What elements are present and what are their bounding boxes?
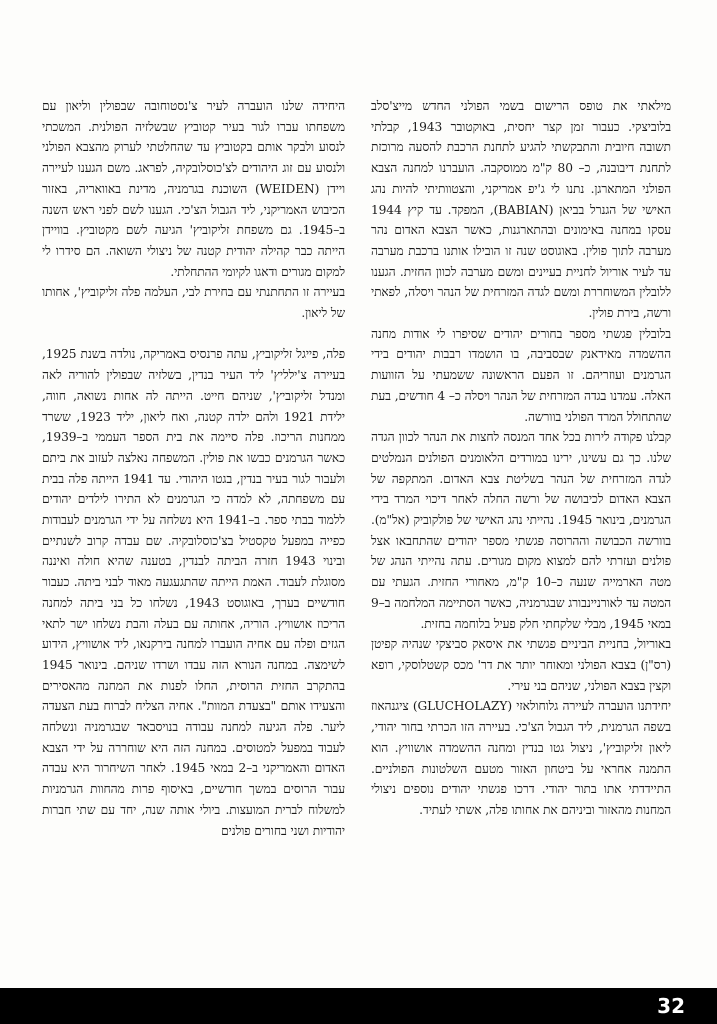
left-text-column bbox=[42, 96, 345, 841]
footer-bar bbox=[0, 988, 717, 1024]
paragraph-lublin: בלובלין פגשתי מספר בחורים יהודים שסיפרו לי אודות מחנה ההשמדה מאידאנק שבסביבה, בו הושמדו רבבות יהודים בידי הגרמנים ועוזריהם. זו הפעם הראשונה ששמעתי על הזוועות האלה. עמדנו בגדה המזרחית של הנהר ויסלה כ– 4 חודשים, בעת שהתחולל המרד הפולני בוורשה. bbox=[371, 326, 671, 424]
paragraph-warsaw-uprising: קבלנו פקודה לירות בכל אחד המנסה לחצות את הנהר לכוון הגדה שלנו. כך גם עשינו, ירינו במורדים הלאומנים הפולנים הנמלטים לגדה המזרחית של הנהר בשליטת צבא האדום. המתקפה של הצבא האדום לכיבושה של ורשה החלה לאחר דיכוי המרד בידי הגרמנים, בינואר 1945. נהייתי נהג האישי של פולקוביק (אל"מ). בוורשה הכבושה וההרוסה פגשתי מספר יהודים שהתחבאו אצל פולנים ועזרתי להם למצוא מקום מגורים. עתה נהייתי הנהג של מטה הארמייה שנעה כ–10 ק"מ, מאחורי החזית. הגעתי עם המטה עד לאורניינבורג שבגרמניה, כאשר הסתיימה המלחמה ב–9 במאי 1945, מבלי שלקחתי חלק פעיל בלוחמה בחזית. bbox=[371, 430, 671, 631]
paragraph-registration: מילאתי את טופס הרישום בשמי הפולני החדש מייצ'סלב בלוביצקי. כעבור זמן קצר יחסית, באוקטובר 1943, קבלתי תשובה חיובית והתבקשתי להגיע לתחנת הרכבת להסעה מרוכזת לתחנת דיבובנה, כ– 80 ק"מ ממוסקבה. הועברנו למחנה הצבא הפולני המתארגן. נתנו לי ג'יפ אמריקני, והצטוותיתי להיות נהג האישי של הגנרל בביאן (BABIAN), המפקד. עד קיץ 1944 עסקו במחנה באימונים ובהתארגנות, כאשר הצבא האדום נהר מערבה לתוך פולין. באוגוסט שנה זו הובילו אותנו ברכבת מערבה עד לעיר אוריול לחניית בעיינים ומשם מערבה לכוון החזית. הגענו ללובלין המשוחררת ומשם לגדה המזרחית של הנהר ויסלה, לפאתי ורשה, בירת פולין. bbox=[371, 99, 671, 321]
paragraph-oriol: באוריול, בחניית הביניים פגשתי את איסאק סביצקי שנהיה קפיטן (רס"ן) בצבא הפולני ומאוחר יותר את דר' מכס קשטלוסקי, רופא וקצין בצבא הפולני, שניהם בני עירי. bbox=[371, 637, 671, 693]
right-text-column bbox=[371, 96, 671, 821]
paragraph-fela-biography: פלה, פייגל זליקוביץ, עתה פרנסיס באמריקה, נולדה בשנת 1925, בעיירה צ'ילליץ' ליד העיר בנדין, בשלזיה שבפולין להוריה לאה ומנדל זליקוביץ', שניהם חייט. הייתה לה אחות נשואה, חווה, ילידת 1921 ולהם ילדה קטנה, ואח ליאון, יליד 1923, ששרד ממחנות הריכוז. פלה סיימה את בית הספר העממי ב–1939, כאשר הגרמנים כבשו את פולין. המשפחה נאלצה לעזוב את ביתם ולעבור לגור בעיר בנדין, בגטו היהודי. עד 1941 הייתה פלה בבית עם משפחתה, לא למדה כי הגרמנים לא התירו לילדים יהודים ללמוד בבתי ספר. ב–1941 היא נשלחה על ידי הגרמנים לעבודות כפייה במפעל טקסטיל בצ'כוסלובקיה. שם עבדה קרוב לשנתיים ובינוי 1943 חזרה הביתה לבנדין, בטענה שהיא חולה ואיננה מסוגלת לעבוד. האמת הייתה שהתגעגעה מאוד לבני ביתה. כעבור חודשיים בערך, באוגוסט 1943, נשלחו כל בני ביתה למחנה הריכוז אושוויץ. הוריה, אחותה עם בעלה והבת נשלחו ישר לתאי הגזים ופלה עם אחיה הועברו למחנה בירקנאו, ליד אושוויץ, הידוע לשימצה. במחנה הנורא הזה עבדו ושרדו שניהם. בינואר 1945 בהתקרב החזית הרוסית, החלו לפנות את המחנה מהאסירים והצעידו אותם "בצעדת המוות". אחיה הצליח לברוח בעת הצעדה ליער. פלה הגיעה למחנה עבודה בנויסבאד שבגרמניה ונשלחה לעבוד במפעל למטוסים. במחנה הזה היא שוחררה על ידי הצבא האדום והאמריקני ב–2 במאי 1945. לאחר השיחרור היא עבדה עבור הרוסים במשך חודשיים, באיסוף פרות מהחוות הגרמניות למשלוח לברית המועצות. ביולי אותה שנה, יחד עם שתי חברות יהודיות ושני בחורים פולנים bbox=[42, 347, 345, 838]
paragraph-wedding: בעיירה זו התחתנתי עם בחירת לבי, העלמה פלה זליקוביץ', אחותו של ליאון. bbox=[42, 285, 345, 321]
paragraph-czestochowa: היחידה שלנו הועברה לעיר צ'נסטוחובה שבפולין וליאון עם משפחתו עברו לגור בעיר קטוביץ שבשלזיה הפולנית. המשכתי לנסוע ולבקר אותם בקטוביץ עד שהחלטתי לערוק מהצבא הפולני ולנסוע עם זוג היהודים לצ'כוסלובקיה, לפראג. משם הגענו לעיירה ויידן (WEIDEN) השוכנת בגרמניה, מדינת באוואריה, באזור הכיבוש האמריקני, ליד הגבול הצ'כי. הגענו לשם לפני ראש השנה ב–1945. גם משפחת זליקוביץ' הגיעה לשם מקטוביץ. בוויידן הייתה כבר קהילה יהודית קטנה של ניצולי השואה. הם סידרו לי למקום מגורים ודאגו לקיומי ההתחלתי. bbox=[42, 99, 345, 279]
paragraph-glucholazy: יחידתנו הועברה לעיירה גלוחולאזי (GLUCHOLAZY) ציגנהאוז בשפה הגרמנית, ליד הגבול הצ'כי. בעיירה הזו הכרתי בחור יהודי, ליאון זליקוביץ', ניצול גטו בנדין ומחנה ההשמדה אושוויץ. הוא התמנה אחראי על ביטחון האזור מטעם השלטונות הפולניים. התיידדתי אתו בתור יהודי. דרכו פגשתי יהודים נוספים ניצולי המחנות מהאזור וביניהם את אחותו פלה, אשתי לעתיד. bbox=[371, 699, 671, 817]
page-number: 32 bbox=[657, 994, 685, 1018]
